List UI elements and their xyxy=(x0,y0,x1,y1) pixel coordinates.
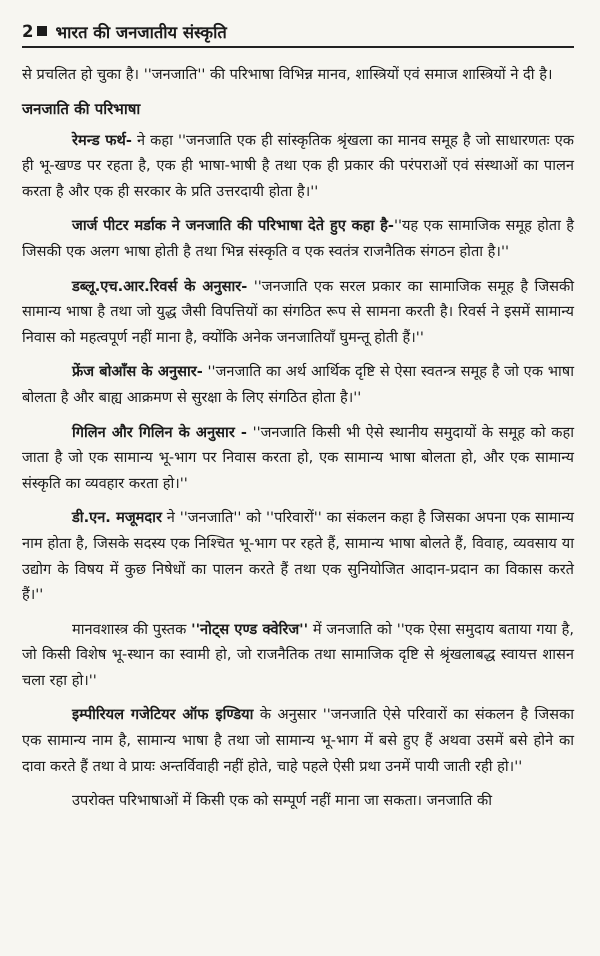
book-title: ''नोट्स एण्ड क्वेरिज'' xyxy=(191,620,309,638)
definition-author: डी.एन. मजूमदार xyxy=(72,509,162,527)
notes-post-text: में जनजाति को ''एक ऐसा समुदाय बताया गया है, जो किसी विशेष भू-स्थान का स्वामी हो, जो राजनैतिक तथा सामाजिक दृष्टि से श्रृंखलाबद्ध स्वायत्त शासन चला रहा हो।'' xyxy=(22,620,574,689)
definition-paragraph xyxy=(22,213,574,264)
section-heading: जनजाति की परिभाषा xyxy=(22,99,141,118)
definition-paragraph xyxy=(22,359,574,410)
final-paragraph: उपरोक्त परिभाषाओं में किसी एक को सम्पूर्ण नहीं माना जा सकता। जनजाति की xyxy=(72,792,492,810)
definition-author: जार्ज पीटर मर्डाक ने जनजाति की परिभाषा देते हुए कहा है- xyxy=(72,217,394,235)
definition-text: ''जनजाति का अर्थ आर्थिक दृष्टि से ऐसा स्वतन्त्र समूह है जो एक भाषा बोलता है और बाह्य आक्रमण से सुरक्षा के लिए संगठित होता है।'' xyxy=(22,363,574,406)
definition-paragraph xyxy=(22,274,574,351)
definition-text: ने कहा ''जनजाति एक ही सांस्कृतिक श्रृंखला का मानव समूह है जो साधारणतः एक ही भू-खण्ड पर रहता है, एक ही भाषा-भाषी है तथा एक ही प्रकार की परंपराओं एवं संस्थाओं का पालन करता है और एक ही सरकार के प्रति उत्तरदायी होता है।'' xyxy=(22,131,574,200)
definition-paragraph xyxy=(22,420,574,497)
notes-queries-paragraph xyxy=(22,617,574,694)
chapter-title: भारत की जनजातीय संस्कृति xyxy=(55,22,227,42)
definition-paragraph xyxy=(22,505,574,607)
definition-author: डब्लू.एच.आर.रिवर्स के अनुसार- xyxy=(72,277,248,295)
definition-author: गिलिन और गिलिन के अनुसार - xyxy=(72,423,247,441)
definition-text: ''जनजाति किसी भी ऐसे स्थानीय समुदायों के समूह को कहा जाता है जो एक सामान्य भू-भाग पर निवास करता हो, एक सामान्य भाषा बोलता हो, और एक सामान्य संस्कृति का व्यवहार करता हो।'' xyxy=(22,423,574,492)
definition-author: रेमन्ड फर्थ- xyxy=(72,131,132,149)
definition-text: ने ''जनजाति'' को ''परिवारों'' का संकलन कहा है जिसका अपना एक सामान्य नाम होता है, जिसके सदस्य एक निश्चित भू-भाग पर रहते हैं, सामान्य भाषा बोलते हैं, विवाह, व्यवसाय या उद्योग के विषय में कुछ निषेधों का पालन करते हैं तथा एक सुनियोजित आदान-प्रदान का विकास करते हैं।'' xyxy=(22,509,575,604)
definition-paragraph xyxy=(22,128,574,205)
definition-author: फ्रेंज बोआँस के अनुसार- xyxy=(72,363,203,381)
running-header xyxy=(22,16,574,48)
gazetteer-source: इम्पीरियल गजेटियर ऑफ इण्डिया xyxy=(72,706,254,724)
page-number: 2 xyxy=(22,21,34,41)
square-bullet-icon xyxy=(37,26,47,36)
notes-pre-text: मानवशास्त्र की पुस्तक xyxy=(72,620,192,638)
definition-text: ''जनजाति एक सरल प्रकार का सामाजिक समूह है जिसकी सामान्य भाषा है तथा जो युद्ध जैसी विपत्तियों का संगठित रूप से सामना करती है। रिवर्स ने इसमें सामान्य निवास को महत्वपूर्ण नहीं माना है, क्योंकि अनेक जनजातियाँ घुमन्तू होती हैं।'' xyxy=(22,277,575,346)
gazetteer-text: के अनुसार ''जनजाति ऐसे परिवारों का संकलन है जिसका एक सामान्य नाम है, सामान्य भाषा है तथा जो सामान्य भू-भाग में बसे हुए हैं अथवा उसमें बसे होने का दावा करते हैं तथा वे प्रायः अन्तर्विवाही नहीं होते, चाहे पहले ऐसी प्रथा उनमें पायी जाती रही हो।'' xyxy=(22,706,574,775)
intro-paragraph: से प्रचलित हो चुका है। ''जनजाति'' की परिभाषा विभिन्न मानव, शास्त्रियों एवं समाज शास्त्रियों ने दी है। xyxy=(22,66,553,83)
gazetteer-paragraph xyxy=(22,702,574,779)
definition-text: ''यह एक सामाजिक समूह होता है जिसकी एक अलग भाषा होती है तथा भिन्न संस्कृति व एक स्वतंत्र राजनैतिक संगठन होता है।'' xyxy=(22,217,574,260)
